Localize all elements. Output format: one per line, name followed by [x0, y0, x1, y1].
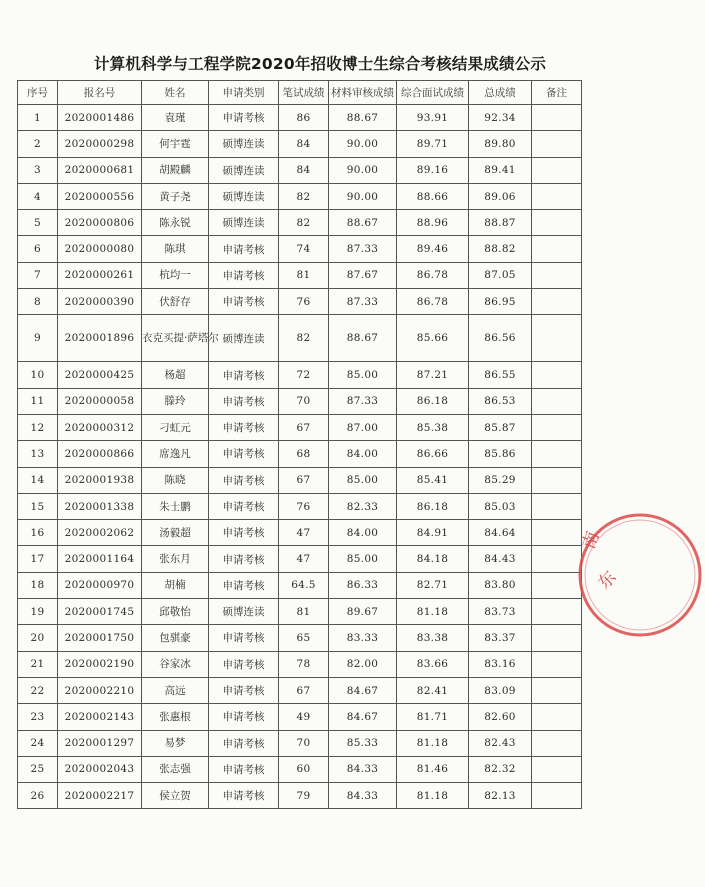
cell-category: 申请考核	[209, 704, 279, 730]
cell-interview: 81.18	[397, 730, 469, 756]
cell-total: 82.13	[469, 783, 532, 809]
cell-written: 70	[279, 730, 329, 756]
cell-material: 88.67	[329, 315, 397, 362]
cell-written: 81	[279, 262, 329, 288]
cell-note	[532, 131, 582, 157]
cell-note	[532, 572, 582, 598]
cell-note	[532, 262, 582, 288]
cell-material: 86.33	[329, 572, 397, 598]
cell-interview: 86.18	[397, 388, 469, 414]
cell-no: 1	[18, 105, 58, 131]
cell-no: 24	[18, 730, 58, 756]
cell-category: 硕博连读	[209, 157, 279, 183]
cell-note	[532, 730, 582, 756]
cell-written: 76	[279, 493, 329, 519]
table-row	[18, 105, 582, 131]
cell-total: 88.82	[469, 236, 532, 262]
cell-id: 2020002217	[58, 783, 142, 809]
cell-id: 2020000312	[58, 414, 142, 440]
cell-total: 84.43	[469, 546, 532, 572]
cell-written: 72	[279, 362, 329, 388]
cell-no: 25	[18, 756, 58, 782]
cell-written: 79	[279, 783, 329, 809]
cell-material: 85.00	[329, 467, 397, 493]
cell-written: 47	[279, 546, 329, 572]
cell-id: 2020000681	[58, 157, 142, 183]
table-row	[18, 546, 582, 572]
cell-id: 2020002190	[58, 651, 142, 677]
cell-interview: 81.46	[397, 756, 469, 782]
cell-no: 18	[18, 572, 58, 598]
table-row	[18, 131, 582, 157]
table-row	[18, 756, 582, 782]
table-row	[18, 677, 582, 703]
cell-id: 2020001938	[58, 467, 142, 493]
table-row	[18, 572, 582, 598]
cell-note	[532, 105, 582, 131]
cell-name: 张志强	[142, 756, 209, 782]
cell-interview: 84.91	[397, 520, 469, 546]
cell-interview: 89.46	[397, 236, 469, 262]
cell-category: 硕博连读	[209, 315, 279, 362]
cell-name: 陈晓	[142, 467, 209, 493]
cell-note	[532, 783, 582, 809]
table-row	[18, 210, 582, 236]
cell-id: 2020002043	[58, 756, 142, 782]
cell-interview: 85.66	[397, 315, 469, 362]
cell-no: 14	[18, 467, 58, 493]
cell-written: 82	[279, 183, 329, 209]
cell-id: 2020002062	[58, 520, 142, 546]
cell-id: 2020000970	[58, 572, 142, 598]
cell-material: 87.33	[329, 388, 397, 414]
cell-interview: 83.66	[397, 651, 469, 677]
cell-no: 16	[18, 520, 58, 546]
cell-no: 7	[18, 262, 58, 288]
cell-interview: 81.18	[397, 783, 469, 809]
cell-total: 83.73	[469, 599, 532, 625]
cell-name: 何宇霆	[142, 131, 209, 157]
table-row	[18, 262, 582, 288]
cell-written: 78	[279, 651, 329, 677]
cell-no: 8	[18, 289, 58, 315]
table-row	[18, 236, 582, 262]
col-header-total: 总成绩	[469, 81, 532, 105]
cell-material: 84.00	[329, 520, 397, 546]
cell-category: 申请考核	[209, 414, 279, 440]
cell-no: 23	[18, 704, 58, 730]
cell-interview: 86.18	[397, 493, 469, 519]
cell-material: 82.33	[329, 493, 397, 519]
cell-category: 申请考核	[209, 625, 279, 651]
cell-note	[532, 157, 582, 183]
header-row	[18, 81, 582, 105]
cell-material: 85.00	[329, 546, 397, 572]
cell-no: 2	[18, 131, 58, 157]
cell-name: 张惠根	[142, 704, 209, 730]
cell-interview: 83.38	[397, 625, 469, 651]
cell-id: 2020001486	[58, 105, 142, 131]
cell-name: 滕玲	[142, 388, 209, 414]
table-row	[18, 651, 582, 677]
cell-total: 84.64	[469, 520, 532, 546]
cell-id: 2020001896	[58, 315, 142, 362]
cell-written: 74	[279, 236, 329, 262]
cell-name: 衣克买提·萨塔尔	[142, 315, 209, 362]
cell-name: 伏舒存	[142, 289, 209, 315]
cell-total: 83.80	[469, 572, 532, 598]
cell-written: 47	[279, 520, 329, 546]
cell-material: 88.67	[329, 210, 397, 236]
cell-total: 82.32	[469, 756, 532, 782]
cell-written: 82	[279, 210, 329, 236]
cell-note	[532, 388, 582, 414]
table-row	[18, 493, 582, 519]
cell-total: 86.55	[469, 362, 532, 388]
cell-no: 11	[18, 388, 58, 414]
table-row	[18, 599, 582, 625]
cell-no: 12	[18, 414, 58, 440]
cell-note	[532, 651, 582, 677]
cell-interview: 85.38	[397, 414, 469, 440]
cell-no: 3	[18, 157, 58, 183]
cell-total: 85.86	[469, 441, 532, 467]
cell-written: 60	[279, 756, 329, 782]
cell-interview: 81.71	[397, 704, 469, 730]
seal-char-1: 东	[594, 567, 621, 594]
cell-id: 2020001745	[58, 599, 142, 625]
cell-interview: 86.66	[397, 441, 469, 467]
cell-no: 9	[18, 315, 58, 362]
cell-interview: 93.91	[397, 105, 469, 131]
cell-category: 申请考核	[209, 520, 279, 546]
cell-category: 申请考核	[209, 783, 279, 809]
cell-id: 2020000058	[58, 388, 142, 414]
cell-name: 席逸凡	[142, 441, 209, 467]
seal-char-2: 南	[578, 528, 604, 552]
cell-total: 92.34	[469, 105, 532, 131]
cell-name: 侯立贺	[142, 783, 209, 809]
table-row	[18, 467, 582, 493]
cell-id: 2020000425	[58, 362, 142, 388]
official-seal	[575, 510, 705, 640]
cell-name: 刁虹元	[142, 414, 209, 440]
col-header-material: 材料审核成绩	[329, 81, 397, 105]
cell-written: 76	[279, 289, 329, 315]
cell-note	[532, 467, 582, 493]
cell-total: 89.80	[469, 131, 532, 157]
cell-note	[532, 441, 582, 467]
cell-no: 15	[18, 493, 58, 519]
cell-category: 申请考核	[209, 572, 279, 598]
cell-interview: 88.66	[397, 183, 469, 209]
col-header-no: 序号	[18, 81, 58, 105]
cell-total: 83.16	[469, 651, 532, 677]
cell-name: 杭均一	[142, 262, 209, 288]
cell-id: 2020000080	[58, 236, 142, 262]
cell-written: 64.5	[279, 572, 329, 598]
cell-category: 申请考核	[209, 262, 279, 288]
cell-note	[532, 493, 582, 519]
cell-category: 申请考核	[209, 730, 279, 756]
cell-name: 黄子尧	[142, 183, 209, 209]
cell-category: 申请考核	[209, 236, 279, 262]
cell-no: 4	[18, 183, 58, 209]
cell-category: 硕博连读	[209, 599, 279, 625]
cell-no: 19	[18, 599, 58, 625]
cell-category: 申请考核	[209, 493, 279, 519]
cell-id: 2020000390	[58, 289, 142, 315]
cell-no: 21	[18, 651, 58, 677]
col-header-note: 备注	[532, 81, 582, 105]
cell-interview: 85.41	[397, 467, 469, 493]
cell-note	[532, 677, 582, 703]
cell-category: 申请考核	[209, 289, 279, 315]
cell-material: 84.67	[329, 704, 397, 730]
cell-id: 2020002210	[58, 677, 142, 703]
table-row	[18, 783, 582, 809]
cell-note	[532, 210, 582, 236]
cell-written: 67	[279, 467, 329, 493]
cell-category: 申请考核	[209, 677, 279, 703]
cell-name: 邱敬怡	[142, 599, 209, 625]
cell-category: 硕博连读	[209, 183, 279, 209]
cell-name: 胡楠	[142, 572, 209, 598]
cell-material: 84.00	[329, 441, 397, 467]
table-row	[18, 362, 582, 388]
cell-material: 87.67	[329, 262, 397, 288]
cell-name: 高远	[142, 677, 209, 703]
cell-material: 90.00	[329, 157, 397, 183]
cell-note	[532, 414, 582, 440]
cell-note	[532, 362, 582, 388]
table-row	[18, 388, 582, 414]
cell-interview: 86.78	[397, 289, 469, 315]
cell-total: 86.95	[469, 289, 532, 315]
cell-written: 49	[279, 704, 329, 730]
cell-category: 申请考核	[209, 546, 279, 572]
cell-written: 68	[279, 441, 329, 467]
cell-note	[532, 704, 582, 730]
cell-note	[532, 756, 582, 782]
cell-total: 86.53	[469, 388, 532, 414]
cell-name: 谷家冰	[142, 651, 209, 677]
col-header-id: 报名号	[58, 81, 142, 105]
cell-note	[532, 183, 582, 209]
cell-written: 82	[279, 315, 329, 362]
cell-no: 26	[18, 783, 58, 809]
cell-interview: 86.78	[397, 262, 469, 288]
cell-interview: 81.18	[397, 599, 469, 625]
cell-written: 86	[279, 105, 329, 131]
col-header-written: 笔试成绩	[279, 81, 329, 105]
cell-name: 陈琪	[142, 236, 209, 262]
cell-id: 2020001297	[58, 730, 142, 756]
cell-interview: 82.71	[397, 572, 469, 598]
cell-name: 胡殿麟	[142, 157, 209, 183]
cell-total: 82.43	[469, 730, 532, 756]
cell-interview: 84.18	[397, 546, 469, 572]
cell-no: 5	[18, 210, 58, 236]
cell-interview: 88.96	[397, 210, 469, 236]
cell-written: 67	[279, 414, 329, 440]
cell-category: 申请考核	[209, 467, 279, 493]
cell-written: 70	[279, 388, 329, 414]
cell-name: 汤毅超	[142, 520, 209, 546]
cell-category: 申请考核	[209, 362, 279, 388]
table-row	[18, 414, 582, 440]
cell-material: 84.67	[329, 677, 397, 703]
cell-name: 张东月	[142, 546, 209, 572]
cell-no: 6	[18, 236, 58, 262]
cell-total: 89.06	[469, 183, 532, 209]
cell-material: 84.33	[329, 783, 397, 809]
table-row	[18, 625, 582, 651]
cell-note	[532, 236, 582, 262]
cell-material: 89.67	[329, 599, 397, 625]
cell-material: 90.00	[329, 183, 397, 209]
cell-no: 10	[18, 362, 58, 388]
cell-total: 85.87	[469, 414, 532, 440]
cell-no: 20	[18, 625, 58, 651]
cell-category: 申请考核	[209, 388, 279, 414]
cell-material: 87.00	[329, 414, 397, 440]
cell-material: 83.33	[329, 625, 397, 651]
cell-total: 87.05	[469, 262, 532, 288]
cell-total: 89.41	[469, 157, 532, 183]
cell-id: 2020000556	[58, 183, 142, 209]
results-table	[17, 80, 582, 809]
cell-name: 杨超	[142, 362, 209, 388]
cell-no: 22	[18, 677, 58, 703]
cell-written: 67	[279, 677, 329, 703]
cell-id: 2020000866	[58, 441, 142, 467]
cell-id: 2020001164	[58, 546, 142, 572]
cell-name: 陈永锐	[142, 210, 209, 236]
cell-written: 65	[279, 625, 329, 651]
cell-id: 2020002143	[58, 704, 142, 730]
table-row	[18, 704, 582, 730]
cell-material: 85.00	[329, 362, 397, 388]
cell-material: 88.67	[329, 105, 397, 131]
cell-material: 90.00	[329, 131, 397, 157]
cell-written: 81	[279, 599, 329, 625]
page-title: 计算机科学与工程学院2020年招收博士生综合考核结果成绩公示	[93, 55, 547, 73]
cell-material: 87.33	[329, 236, 397, 262]
cell-no: 13	[18, 441, 58, 467]
cell-written: 84	[279, 131, 329, 157]
cell-note	[532, 520, 582, 546]
cell-total: 83.37	[469, 625, 532, 651]
cell-name: 袁瑾	[142, 105, 209, 131]
cell-note	[532, 289, 582, 315]
cell-category: 申请考核	[209, 756, 279, 782]
cell-note	[532, 546, 582, 572]
table-row	[18, 730, 582, 756]
cell-name: 包骐豪	[142, 625, 209, 651]
cell-note	[532, 315, 582, 362]
cell-name: 易梦	[142, 730, 209, 756]
table-row	[18, 520, 582, 546]
cell-category: 申请考核	[209, 441, 279, 467]
cell-category: 硕博连读	[209, 210, 279, 236]
col-header-interview: 综合面试成绩	[397, 81, 469, 105]
cell-material: 84.33	[329, 756, 397, 782]
cell-material: 82.00	[329, 651, 397, 677]
table-row	[18, 157, 582, 183]
cell-interview: 89.16	[397, 157, 469, 183]
cell-total: 85.03	[469, 493, 532, 519]
cell-interview: 82.41	[397, 677, 469, 703]
col-header-name: 姓名	[142, 81, 209, 105]
cell-written: 84	[279, 157, 329, 183]
cell-material: 87.33	[329, 289, 397, 315]
cell-id: 2020000261	[58, 262, 142, 288]
cell-total: 83.09	[469, 677, 532, 703]
cell-id: 2020001338	[58, 493, 142, 519]
cell-id: 2020000298	[58, 131, 142, 157]
cell-id: 2020000806	[58, 210, 142, 236]
cell-total: 88.87	[469, 210, 532, 236]
cell-note	[532, 599, 582, 625]
cell-note	[532, 625, 582, 651]
cell-total: 86.56	[469, 315, 532, 362]
table-row	[18, 183, 582, 209]
cell-name: 朱士鹏	[142, 493, 209, 519]
table-row	[18, 441, 582, 467]
cell-category: 申请考核	[209, 105, 279, 131]
cell-total: 85.29	[469, 467, 532, 493]
table-row	[18, 289, 582, 315]
cell-category: 申请考核	[209, 651, 279, 677]
col-header-category: 申请类别	[209, 81, 279, 105]
cell-interview: 89.71	[397, 131, 469, 157]
cell-category: 硕博连读	[209, 131, 279, 157]
cell-no: 17	[18, 546, 58, 572]
cell-id: 2020001750	[58, 625, 142, 651]
table-row	[18, 315, 582, 362]
cell-material: 85.33	[329, 730, 397, 756]
cell-interview: 87.21	[397, 362, 469, 388]
cell-total: 82.60	[469, 704, 532, 730]
